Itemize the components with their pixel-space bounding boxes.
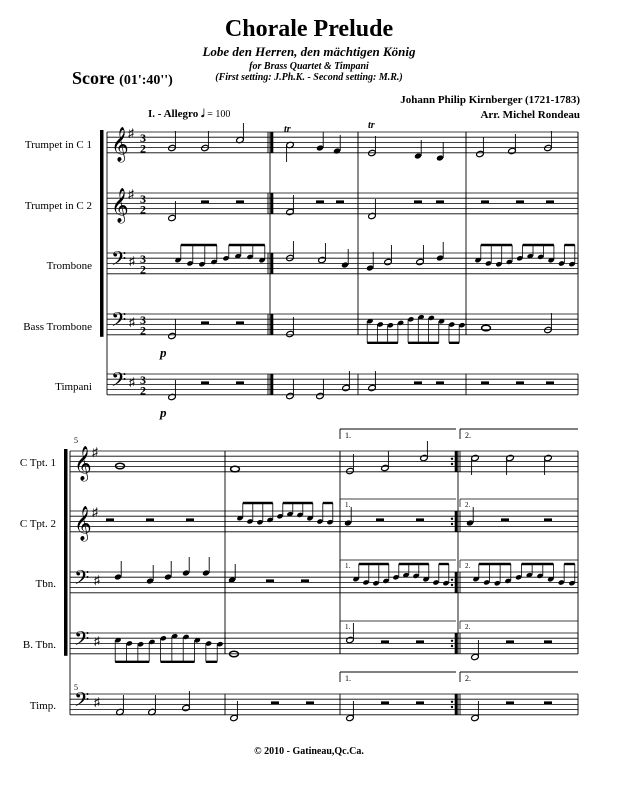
instrument-label-tbn: Tbn.	[35, 578, 56, 590]
bass-clef-icon: 𝄢	[111, 370, 127, 396]
sharp-icon: ♯	[92, 445, 98, 459]
half-rest	[546, 200, 554, 203]
repeat-dot	[451, 701, 453, 703]
instrument-label-c-tpt-2: C Tpt. 2	[19, 518, 56, 530]
volta-1-label: 1.	[345, 431, 351, 440]
bass-clef-icon: 𝄢	[74, 629, 90, 655]
volta-1-label: 1.	[345, 674, 351, 683]
instrument-label-c-tpt-1: C Tpt. 1	[19, 457, 56, 469]
volta-2-label: 2.	[465, 623, 471, 631]
instrument-label-timpani: Timpani	[55, 381, 92, 393]
time-signature-top: 3	[140, 252, 146, 266]
half-rest	[106, 518, 114, 521]
half-rest	[506, 640, 514, 643]
half-rest	[201, 200, 209, 203]
sharp-icon: ♯	[92, 505, 98, 519]
bass-clef-icon: 𝄢	[111, 310, 127, 336]
treble-clef-icon: 𝄞	[111, 128, 129, 161]
treble-clef-icon: 𝄞	[74, 447, 92, 480]
dynamic-p-bass-trombone: p	[160, 345, 167, 360]
repeat-dot	[451, 645, 453, 647]
time-signature-bottom: 2	[140, 141, 146, 156]
half-rest	[236, 200, 244, 203]
half-rest	[271, 701, 279, 704]
time-signature-bottom: 2	[140, 262, 146, 277]
half-rest	[516, 381, 524, 384]
time-signature-top: 3	[140, 373, 146, 387]
time-signature-top: 3	[140, 192, 146, 206]
timpani-measure-number: 5	[74, 683, 78, 692]
repeat-dot	[451, 579, 453, 581]
whole-note	[231, 466, 240, 472]
dynamic-p-timpani: p	[160, 405, 167, 420]
time-signature-top: 3	[140, 313, 146, 327]
sharp-icon: ♯	[94, 573, 100, 587]
time-signatures	[140, 131, 146, 398]
measure-number: 5	[74, 436, 78, 445]
repeat-dot	[451, 458, 453, 460]
treble-clef-icon: 𝄞	[74, 507, 92, 540]
repeat-dot	[451, 584, 453, 586]
repeat-dot	[451, 640, 453, 642]
bass-clef-icon: 𝄢	[74, 690, 90, 716]
half-rest	[236, 321, 244, 324]
half-rest	[481, 200, 489, 203]
half-rest	[201, 321, 209, 324]
instrument-label-timp: Timp.	[29, 700, 56, 712]
half-rest	[416, 701, 424, 704]
half-rest	[376, 518, 384, 521]
copyright: © 2010 - Gatineau,Qc.Ca.	[254, 746, 364, 757]
sharp-icon: ♯	[129, 315, 135, 329]
repeat-dot	[451, 706, 453, 708]
half-note-icon: 𝅗𝅥	[200, 108, 205, 120]
composer: Johann Philip Kirnberger (1721-1783)	[400, 94, 580, 106]
half-rest	[544, 640, 552, 643]
half-rest	[516, 200, 524, 203]
half-rest	[416, 640, 424, 643]
score-title: Chorale Prelude	[224, 16, 394, 42]
score-subtitle: Lobe den Herren, den mächtigen König	[202, 44, 416, 59]
tempo-text: I. - Allegro	[148, 108, 199, 120]
time-signature-bottom: 2	[140, 202, 146, 217]
half-rest	[266, 579, 274, 582]
volta-1-label: 1.	[345, 623, 351, 631]
half-rest	[146, 518, 154, 521]
trill-mark-2: tr	[368, 120, 375, 131]
half-rest	[381, 640, 389, 643]
half-rest	[336, 200, 344, 203]
half-rest	[381, 701, 389, 704]
half-rest	[544, 701, 552, 704]
instrument-label-b-tbn: B. Tbn.	[22, 639, 56, 651]
staff-lines	[64, 130, 578, 715]
half-rest	[236, 381, 244, 384]
half-rest	[416, 518, 424, 521]
half-rest	[186, 518, 194, 521]
volta-brackets	[340, 429, 578, 683]
sharp-icon: ♯	[128, 126, 134, 140]
volta-1-label: 1.	[345, 501, 351, 509]
half-rest	[201, 381, 209, 384]
score-duration: (01':40'')	[119, 73, 173, 88]
instrument-label-bass-trombone: Bass Trombone	[23, 321, 92, 333]
music-marks	[74, 123, 576, 722]
sharp-icon: ♯	[128, 187, 134, 201]
half-rest	[414, 381, 422, 384]
half-rest	[546, 381, 554, 384]
repeat-dot	[451, 463, 453, 465]
half-rest	[306, 701, 314, 704]
half-rest	[436, 381, 444, 384]
volta-2-label: 2.	[465, 674, 471, 683]
instrumentation: for Brass Quartet & Timpani	[249, 61, 369, 72]
treble-clef-icon: 𝄞	[111, 189, 129, 222]
half-rest	[501, 518, 509, 521]
time-signature-bottom: 2	[140, 383, 146, 398]
sharp-icon: ♯	[129, 375, 135, 389]
sharp-icon: ♯	[129, 254, 135, 268]
repeat-dot	[451, 523, 453, 525]
sharp-icon: ♯	[94, 634, 100, 648]
settings-credit: (First setting: J.Ph.K. - Second setting: M.R.)	[215, 72, 403, 83]
half-rest	[414, 200, 422, 203]
volta-2-label: 2.	[465, 501, 471, 509]
metronome-value: = 100	[207, 109, 231, 120]
bass-clef-icon: 𝄢	[111, 249, 127, 275]
arranger: Arr. Michel Rondeau	[480, 109, 580, 121]
half-rest	[506, 701, 514, 704]
time-signature-top: 3	[140, 131, 146, 145]
volta-1-label: 1.	[345, 562, 351, 570]
trill-mark-1: tr	[284, 124, 291, 135]
instrument-label-trumpet-2: Trumpet in C 2	[24, 200, 92, 212]
score-word: Score	[72, 68, 115, 88]
volta-2-label: 2.	[465, 562, 471, 570]
half-rest	[544, 518, 552, 521]
system-bracket	[100, 130, 104, 337]
instrument-label-trumpet-1: Trumpet in C 1	[24, 139, 92, 151]
half-rest	[481, 381, 489, 384]
time-signature-bottom: 2	[140, 323, 146, 338]
whole-note	[116, 463, 125, 469]
sharp-icon: ♯	[94, 695, 100, 709]
half-rest	[301, 579, 309, 582]
repeat-dot	[451, 518, 453, 520]
half-rest	[316, 200, 324, 203]
instrument-label-trombone: Trombone	[46, 260, 92, 272]
system-bracket	[64, 449, 68, 656]
volta-2-label: 2.	[465, 431, 471, 440]
bass-clef-icon: 𝄢	[74, 568, 90, 594]
half-rest	[436, 200, 444, 203]
